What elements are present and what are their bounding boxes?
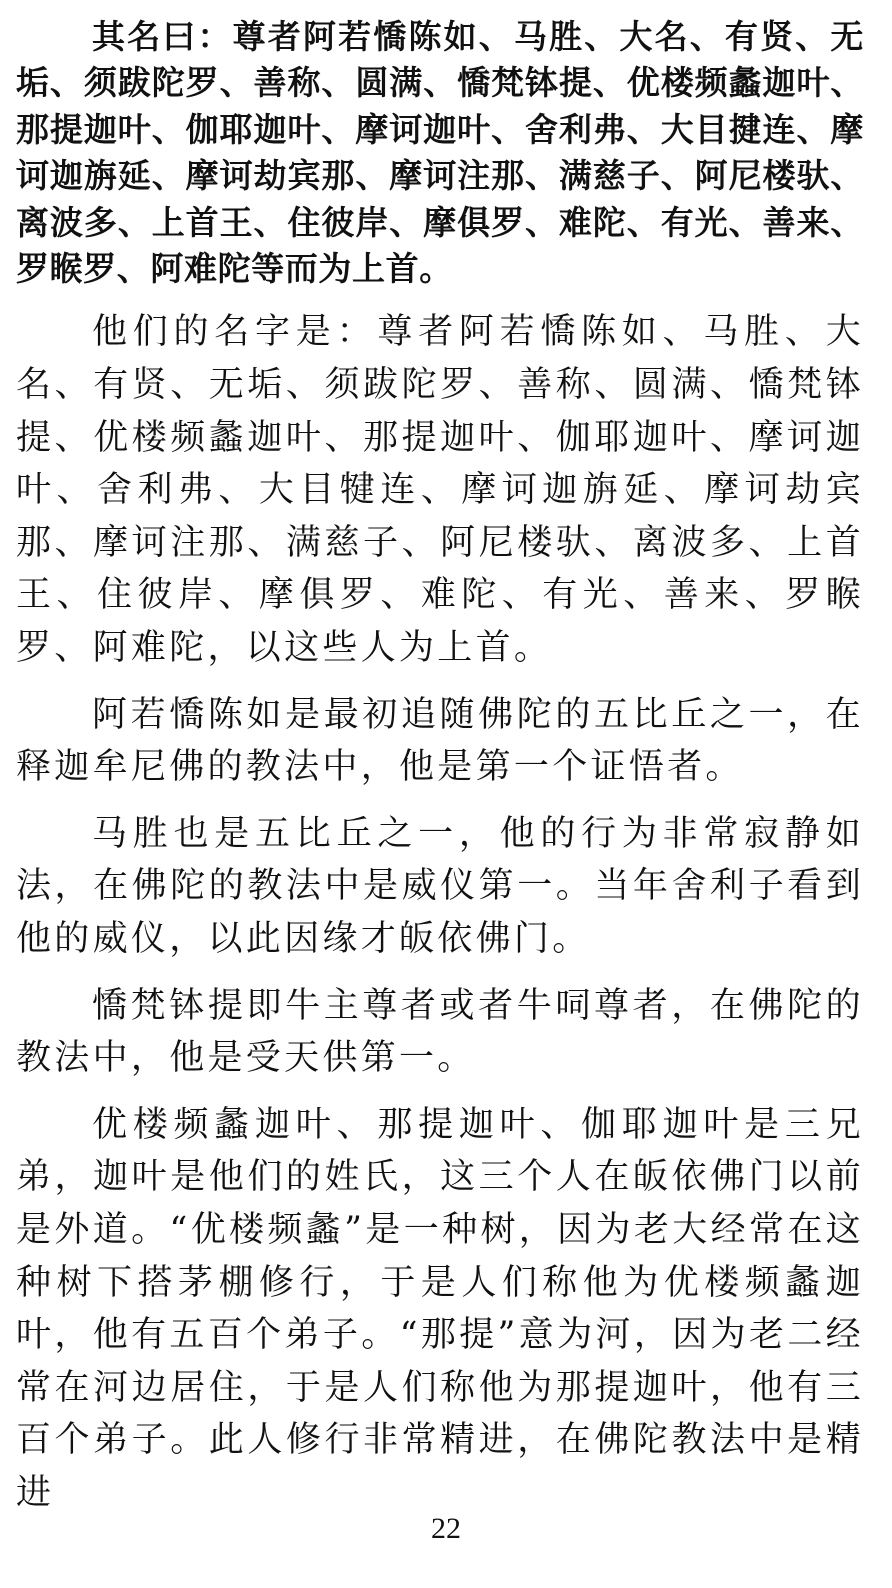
commentary-paragraph-5: 优楼频蠡迦叶、那提迦叶、伽耶迦叶是三兄弟，迦叶是他们的姓氏，这三个人在皈依佛门以前是外道。“优楼频蠡”是一种树，因为老大经常在这种树下搭茅棚修行，于是人们称他为优楼频蠡迦叶，他有五百个弟子。“那提”意为河，因为老二经常在河边居住，于是人们称他为那提迦叶，他有三百个弟子。此人修行非常精进，在佛陀教法中是精进 — [16, 1104, 864, 1513]
page-number: 22 — [431, 1512, 461, 1545]
sutra-paragraph: 其名曰：尊者阿若憍陈如、马胜、大名、有贤、无垢、须跋陀罗、善称、圆满、憍梵钵提、优楼频蠡迦叶、那提迦叶、伽耶迦叶、摩诃迦叶、舍利弗、大目揵连、摩诃迦旃延、摩诃劫宾那、摩诃注那、满慈子、阿尼楼驮、离波多、上首王、住彼岸、摩俱罗、难陀、有光、善来、罗睺罗、阿难陀等而为上首。 — [16, 17, 864, 289]
commentary-paragraph-4: 憍梵钵提即牛主尊者或者牛呞尊者，在佛陀的教法中，他是受天供第一。 — [16, 985, 864, 1079]
commentary-paragraph-2: 阿若憍陈如是最初追随佛陀的五比丘之一，在释迦牟尼佛的教法中，他是第一个证悟者。 — [16, 694, 864, 788]
page-body — [16, 14, 864, 1534]
commentary-paragraph-3: 马胜也是五比丘之一，他的行为非常寂静如法，在佛陀的教法中是威仪第一。当年舍利子看到他的威仪，以此因缘才皈依佛门。 — [16, 813, 864, 959]
commentary-paragraph-1: 他们的名字是：尊者阿若憍陈如、马胜、大名、有贤、无垢、须跋陀罗、善称、圆满、憍梵钵提、优楼频蠡迦叶、那提迦叶、伽耶迦叶、摩诃迦叶、舍利弗、大目犍连、摩诃迦旃延、摩诃劫宾那、摩诃注那、满慈子、阿尼楼驮、离波多、上首王、住彼岸、摩俱罗、难陀、有光、善来、罗睺罗、阿难陀，以这些人为上首。 — [16, 312, 864, 668]
